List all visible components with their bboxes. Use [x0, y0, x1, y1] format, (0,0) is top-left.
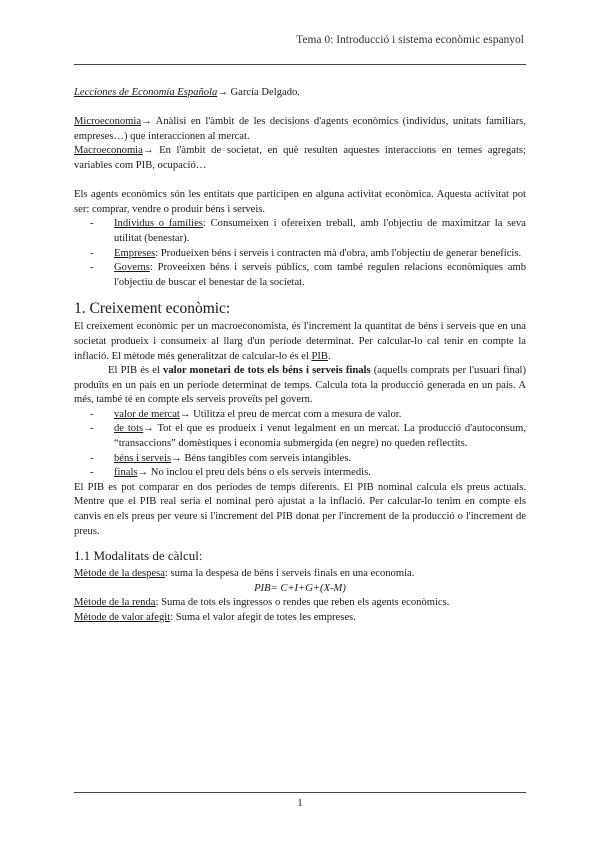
document-body [74, 86, 526, 626]
pib-definition [74, 364, 526, 408]
component-term: finals [114, 467, 138, 479]
list-item: - valor de mercat→ Utilitza el preu de mercat com a mesura de valor. [90, 408, 402, 420]
agent-text: : Proveeixen béns i serveis públics, com també regulen relacions econòmiques amb l'objectiu de buscar el benestar de la societat. [114, 262, 526, 288]
component-text: → No inclou el preu dels béns o els serveis intermedis. [137, 467, 371, 479]
growth-paragraph [74, 320, 526, 364]
method-income [74, 596, 526, 611]
method-text: : suma la despesa de béns i serveis finals en una economia. [164, 568, 415, 580]
pib-def-start: El PIB és el [108, 365, 164, 377]
agent-text: : Consumeixen i ofereixen treball, amb l'objectiu de maximitzar la seva utilitat (benestar). [114, 218, 526, 244]
section-1-1-title: 1.1 Modalitats de càlcul: [74, 548, 203, 564]
agent-text: : Produeixen béns i serveis i contracten mà d'obra, amb l'objectiu de generar beneficis. [155, 247, 522, 259]
micro-definition [74, 115, 526, 144]
method-text: : Suma el valor afegit de totes les empreses. [170, 612, 356, 623]
macro-term: Macroeconomia [74, 145, 143, 157]
header-rule [74, 64, 526, 65]
list-item: - de tots→ Tot el que es produeix i venut legalment en un mercat. La producció d'autoconsum, “transaccions” domèstiques i economia submergida (en negre) no queden reflectits. [90, 423, 526, 450]
section-1-title: 1. Creixement econòmic: [74, 300, 231, 318]
component-term: valor de mercat [114, 408, 180, 420]
pib-def-bold: valor monetari de tots els béns i serveis finals [163, 365, 371, 377]
footer-rule [74, 792, 526, 793]
macro-text: → En l'àmbit de societat, en què resulten aquestes interaccions en temes agregats; variables com PIB, ocupació… [74, 145, 526, 171]
list-item: - Governs: Proveeixen béns i serveis públics, com també regulen relacions econòmiques amb l'objectiu de buscar el benestar de la societat. [90, 262, 526, 288]
pib-components-list [74, 408, 526, 481]
component-text: → Béns tangibles com serveis intangibles. [171, 452, 352, 464]
component-text: → Utilitza el preu de mercat com a mesura de valor. [179, 408, 402, 420]
pib-def-end: (aquells comprats per l'usuari final) produïts en un país en un període determinat de temps. Calcula tota la producció generada en un país. A més, també té en compte els serveis proveïts pel govern. [74, 365, 526, 406]
page-number: 1 [297, 797, 303, 809]
book-title: Lecciones de Economía Española [74, 87, 218, 98]
method-term: Mètode de la despesa [74, 568, 165, 580]
component-term: de tots [114, 423, 144, 435]
growth-text-end: . [327, 350, 331, 362]
page-header: Tema 0: Introducció i sistema econòmic espanyol [296, 34, 524, 46]
list-item: - Empreses: Produeixen béns i serveis i contracten mà d'obra, amb l'objectiu de generar beneficis. [90, 247, 522, 259]
growth-text: El creixement econòmic per un macroeconomista, és l'increment la quantitat de béns i serveis que en una societat produeix i consumeix al llarg d'un període determinat. Per calcular-lo cal tenir en compte la inflació. El mètode més generalitzat de calcular-lo és el [74, 321, 526, 362]
pib-term: PIB [311, 350, 328, 362]
reference-line [74, 86, 526, 101]
micro-text: → Anàlisi en l'àmbit de les decisions d'agents econòmics (individus, unitats familiars, empreses…) que interaccionen al mercat. [74, 116, 526, 142]
pib-formula: PIB= C+I+G+(X-M) [254, 582, 346, 594]
agent-term: Empreses [114, 247, 156, 259]
list-item: - béns i serveis→ Béns tangibles com serveis intangibles. [90, 452, 352, 464]
agent-term: Governs [114, 262, 150, 274]
book-author: → García Delgado. [217, 87, 300, 98]
micro-term: Microeconomia [74, 116, 142, 128]
macro-definition [74, 144, 526, 173]
component-term: béns i serveis [114, 452, 172, 464]
method-value-added [74, 611, 526, 626]
agent-term: Individus o famílies [114, 218, 203, 230]
method-term: Mètode de valor afegit [74, 612, 171, 623]
list-item: - finals→ No inclou el preu dels béns o els serveis intermedis. [90, 467, 371, 479]
method-text: : Suma de tots els ingressos o rendes que reben els agents econòmics. [155, 597, 450, 609]
method-term: Mètode de la renda [74, 597, 156, 609]
agents-intro: Els agents econòmics són les entitats que participen en alguna activitat econòmica. Aquesta activitat pot ser: comprar, vendre o produir béns i serveis. [74, 189, 526, 215]
component-text: → Tot el que es produeix i venut legalment en un mercat. La producció d'autoconsum, “transaccions” domèstiques i economia submergida (en negre) no queden reflectits. [114, 423, 526, 450]
nominal-real-paragraph: El PIB es pot comparar en dos períodes de temps diferents. El PIB nominal calcula els preus actuals. Mentre que el PIB real seria el nominal però ajustat a la inflació. Per calcular-lo tenim en compte els canvis en els preus per veure si l'increment del PIB donat per l'increment de la producció o l'increment de preus. [74, 481, 526, 537]
agents-list [74, 217, 526, 290]
method-expenditure [74, 567, 526, 582]
list-item: - Individus o famílies: Consumeixen i ofereixen treball, amb l'objectiu de maximitzar la seva utilitat (benestar). [90, 218, 526, 244]
